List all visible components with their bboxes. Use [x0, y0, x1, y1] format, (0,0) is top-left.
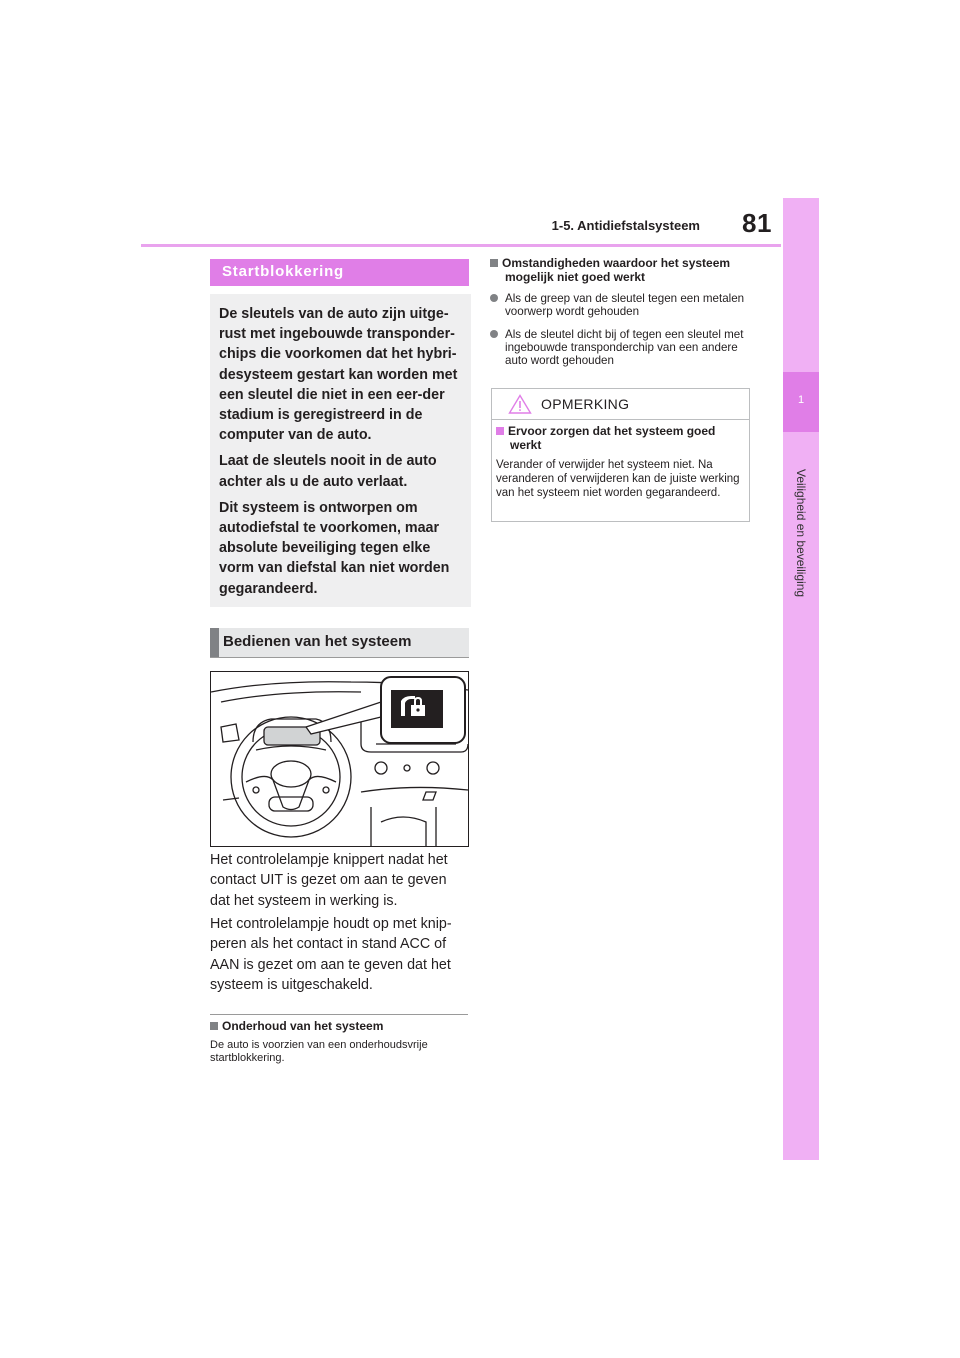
omstandigheden-heading	[490, 256, 756, 284]
intro-paragraph: Laat de sleutels nooit in de auto achter als u de auto verlaat.	[219, 453, 437, 490]
dashboard-illustration	[210, 671, 469, 847]
side-thumb-strip	[783, 198, 819, 1160]
omstandigheden-heading-line1: Omstandigheden waardoor het systeem	[502, 256, 731, 270]
intro-paragraph: Dit systeem is ontworpen om autodiefstal te voorkomen, maar absolute beveiliging tegen elke vorm van diefstal kan niet worden gegarandeerd.	[219, 499, 450, 597]
round-bullet-icon	[490, 330, 498, 338]
list-item-text: Als de greep van de sleutel tegen een metalen voorwerp wordt gehouden	[505, 292, 745, 318]
opmerking-heading	[496, 424, 746, 452]
chapter-number: 1	[797, 394, 805, 406]
section-heading-startblokkering	[210, 259, 469, 286]
section-heading-text: Bedienen van het systeem	[223, 633, 412, 650]
opmerking-title: OPMERKING	[541, 396, 630, 412]
chapter-title: Veiligheid en beveiliging	[794, 469, 808, 598]
list-item-text: Als de sleutel dicht bij of tegen een sleutel met ingebouwde transponderchip van een andere auto wordt gehouden	[505, 328, 744, 367]
opmerking-title-row	[492, 389, 749, 420]
intro-paragraph: De sleutels van de auto zijn uitge-rust met ingebouwde transponder-chips die voorkomen dat het hybri-desysteem gestart kan worden met een sleutel die niet in een eer-der stadium is geregistreerd in de computer van de auto.	[219, 306, 458, 444]
page-number: 81	[742, 208, 772, 238]
opmerking-heading-line1: Ervoor zorgen dat het systeem goed	[508, 424, 716, 438]
opmerking-text: Verander of verwijder het systeem niet. Na veranderen of verwijderen kan de juiste werking van het systeem niet worden gegarandeerd.	[496, 459, 740, 499]
body-paragraph: Het controlelampje houdt op met knip-peren als het contact in stand ACC of AAN is gezet om aan te geven dat het systeem is uitgeschakeld.	[210, 916, 452, 993]
square-bullet-icon	[210, 1022, 218, 1030]
onderhoud-heading	[210, 1019, 470, 1033]
opmerking-box	[491, 388, 750, 522]
opmerking-heading-line2: werkt	[510, 438, 542, 452]
header-rule	[141, 244, 781, 247]
section-heading-bedienen	[210, 628, 469, 658]
section-title: 1-5. Antidiefstalsysteem	[551, 218, 700, 233]
round-bullet-icon	[490, 294, 498, 302]
list-item	[490, 328, 756, 372]
onderhoud-text: De auto is voorzien van een onderhoudsvrije startblokkering.	[210, 1039, 428, 1064]
intro-box	[210, 294, 471, 607]
square-bullet-icon	[496, 427, 504, 435]
body-paragraph: Het controlelampje knippert nadat het contact UIT is gezet om aan te geven dat het systeem in werking is.	[210, 852, 448, 909]
onderhoud-heading-text: Onderhoud van het systeem	[222, 1019, 384, 1033]
dashboard-drawing	[211, 672, 468, 846]
square-bullet-icon	[490, 259, 498, 267]
note-divider	[210, 1014, 468, 1015]
section-heading-text: Startblokkering	[222, 263, 345, 280]
omstandigheden-heading-line2: mogelijk niet goed werkt	[505, 270, 646, 284]
heading-bar	[210, 628, 219, 657]
warning-triangle-icon	[508, 394, 532, 419]
list-item	[490, 292, 756, 322]
